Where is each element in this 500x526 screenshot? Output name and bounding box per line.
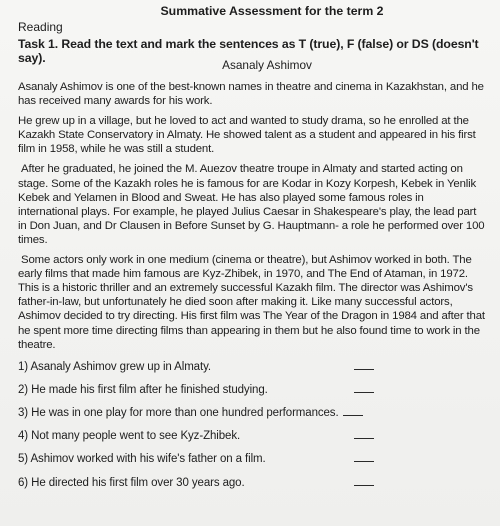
statement-text: 2) He made his first film after he finished studying. — [18, 383, 268, 396]
answer-blank[interactable] — [354, 461, 374, 462]
paragraph-1: Asanaly Ashimov is one of the best-known names in theatre and cinema in Kazakhstan, and he has received many awards for his work. — [18, 81, 484, 108]
task-instruction: Task 1. Read the text and mark the sentences as T (true), F (false) or DS (doesn't say). — [18, 37, 479, 65]
answer-blank[interactable] — [354, 369, 374, 370]
answer-blank[interactable] — [354, 438, 374, 439]
paragraph-3: After he graduated, he joined the M. Auezov theatre troupe in Almaty and started acting on stage. Some of the Kazakh roles he is famous for are Kodar in Kozy Korpesh, Kebek in Yenlik Kebek and Yelamen in Blood and Sweat. He has also played some famous roles in international plays. For example, he played Julius Caesar in Shakespeare's play, the lead part in Don Juan, and Dr Clausen in Before Sunset by G. Hauptmann- a role he performed over 100 times. — [18, 163, 485, 246]
paragraph-2: He grew up in a village, but he loved to act and wanted to study drama, so he enrolled at the Kazakh State Conservatory in Almaty. He showed talent as a student and appeared in his first film in 1958, while he was still a student. — [18, 115, 476, 156]
statement-text: 6) He directed his first film over 30 years ago. — [18, 476, 245, 489]
statement-2 — [18, 381, 486, 396]
answer-blank[interactable] — [354, 392, 374, 393]
document-title: Summative Assessment for the term 2 — [160, 4, 384, 18]
statement-text: 4) Not many people went to see Kyz-Zhibek. — [18, 430, 241, 443]
statement-4 — [18, 427, 486, 442]
text-heading: Asanaly Ashimov — [222, 58, 312, 72]
statement-list — [18, 358, 486, 489]
section-label: Reading — [18, 20, 63, 34]
statement-text: 5) Ashimov worked with his wife's father on a film. — [18, 453, 266, 466]
statement-text: 1) Asanaly Ashimov grew up in Almaty. — [18, 360, 211, 373]
paragraph-4: Some actors only work in one medium (cinema or theatre), but Ashimov worked in both. The early films that made him famous are Kyz-Zhibek, in 1970, and The End of Ataman, in 1972. This is a historic thriller and an extremely successful Kazakh film. The director was Ashimov's father-in-law, but unfortunately he died soon after making it. Like many successful actors, Ashimov decided to try directing. His first film was The Year of the Dragon in 1984 and after that he spent more time directing films than appearing in them but he also found time to work in the theatre. — [18, 254, 485, 351]
answer-blank[interactable] — [343, 415, 363, 416]
statement-5 — [18, 450, 486, 465]
statement-6 — [18, 474, 486, 489]
answer-blank[interactable] — [354, 485, 374, 486]
statement-3 — [18, 404, 486, 419]
statement-text: 3) He was in one play for more than one hundred performances. — [18, 407, 339, 420]
statement-1 — [18, 358, 486, 373]
